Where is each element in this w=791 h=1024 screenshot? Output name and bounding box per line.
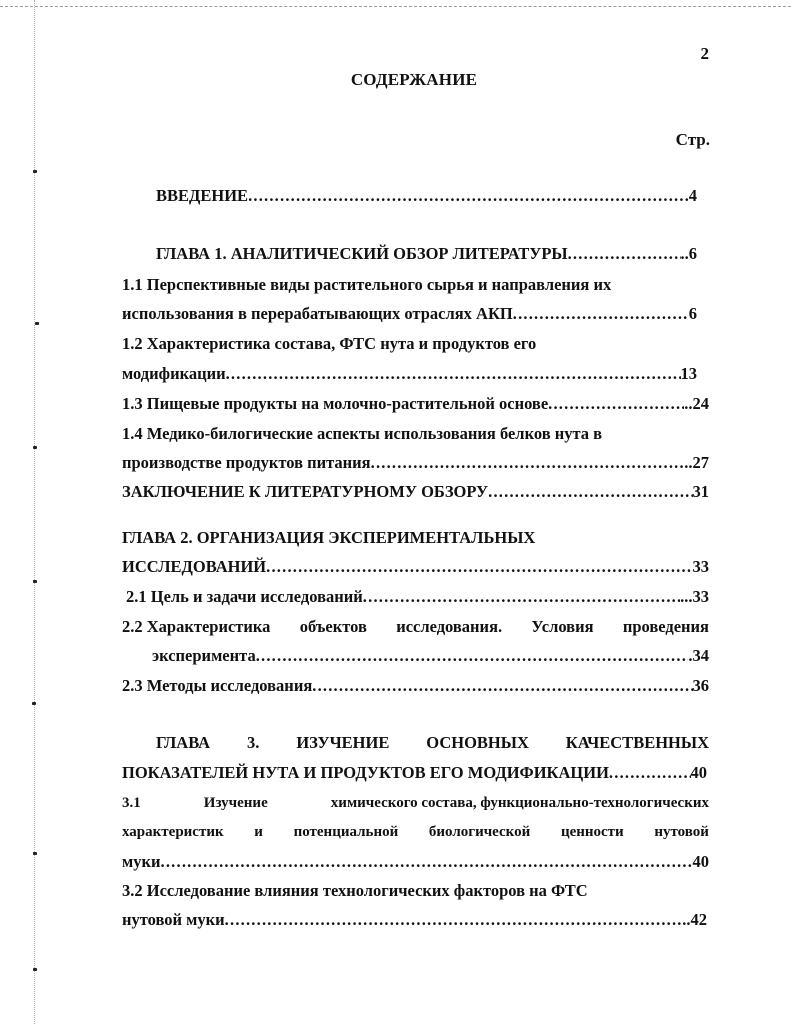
toc-entry-text: ВВЕДЕНИЕ	[156, 186, 249, 205]
toc-word: Изучение	[203, 795, 268, 811]
toc-word: ОСНОВНЫХ	[426, 733, 529, 752]
toc-word: 3.1	[122, 795, 141, 811]
toc-word: биологической	[428, 824, 531, 840]
leader-dots	[568, 244, 681, 264]
toc-word: проведения	[622, 617, 709, 636]
toc-page-number: ..27	[684, 453, 709, 472]
leader-dots	[161, 852, 693, 872]
toc-entry-1-1-line1: 1.1 Перспективные виды растительного сырья и направления их	[122, 275, 612, 294]
toc-word: нутовой	[654, 824, 709, 840]
toc-page-number: 6	[688, 304, 697, 323]
toc-word: химического состава, функционально-технологических	[330, 795, 709, 811]
leader-dots	[248, 186, 689, 206]
toc-entry-chapter-1[interactable]	[156, 244, 697, 266]
toc-entry-2-2[interactable]	[152, 646, 709, 668]
toc-entry-text: 2.1 Цель и задачи исследований	[126, 587, 363, 606]
toc-entry-lit-conclusion[interactable]	[122, 482, 709, 504]
toc-page-number: 36	[692, 676, 709, 695]
toc-page-number: 13	[680, 364, 697, 383]
page-title: СОДЕРЖАНИЕ	[350, 70, 478, 89]
scan-speck	[32, 702, 36, 705]
leader-dots	[488, 482, 692, 502]
leader-dots	[609, 763, 691, 783]
toc-entry-1-4[interactable]	[122, 453, 709, 475]
toc-word: 3.	[247, 733, 260, 752]
toc-word: и	[254, 824, 263, 840]
toc-word: исследования.	[396, 617, 503, 636]
toc-entry-2-3[interactable]	[122, 676, 709, 698]
scan-speck	[33, 170, 37, 173]
toc-entry-3-1-line1	[122, 793, 709, 813]
toc-word: характеристик	[122, 824, 224, 840]
toc-entry-3-2-line1: 3.2 Исследование влияния технологических факторов на ФТС	[122, 881, 588, 900]
toc-page-number: ..42	[682, 910, 707, 929]
toc-entry-intro[interactable]	[156, 186, 697, 208]
toc-entry-1-4-line1: 1.4 Медико-билогические аспекты использования белков нута в	[122, 424, 603, 443]
toc-entry-text: ИССЛЕДОВАНИЙ	[122, 557, 267, 576]
toc-entry-text: ПОКАЗАТЕЛЕЙ НУТА И ПРОДУКТОВ ЕГО МОДИФИКАЦИИ	[122, 763, 609, 782]
leader-dots	[256, 646, 689, 666]
scan-speck	[35, 322, 39, 325]
toc-entry-text: 2.3 Методы исследования	[122, 676, 313, 695]
toc-entry-1-2[interactable]	[122, 364, 697, 386]
toc-entry-chapter-3[interactable]	[122, 763, 707, 785]
scan-speck	[33, 580, 37, 583]
toc-word: 2.2 Характеристика	[122, 617, 271, 636]
scan-margin-line	[34, 0, 35, 1024]
toc-entry-text: муки	[122, 852, 161, 871]
scan-top-edge	[0, 0, 791, 7]
toc-entry-text: производстве продуктов питания	[122, 453, 371, 472]
toc-entry-3-1-line2	[122, 822, 709, 842]
toc-page-number: 40	[690, 763, 707, 782]
toc-entry-text: эксперимента	[152, 646, 256, 665]
toc-entry-2-2-line1	[122, 617, 709, 637]
toc-entry-text: нутовой муки	[122, 910, 225, 929]
toc-word: потенциальной	[293, 824, 399, 840]
toc-entry-2-1[interactable]	[126, 587, 709, 609]
toc-entry-text: 1.3 Пищевые продукты на молочно-растительной основе	[122, 394, 549, 413]
page-column-label: Стр.	[675, 130, 710, 149]
leader-dots	[312, 676, 692, 696]
toc-word: объектов	[299, 617, 367, 636]
toc-page-number: ...33	[680, 587, 709, 606]
toc-word: ГЛАВА	[156, 733, 211, 752]
leader-dots	[226, 364, 681, 384]
scan-speck	[33, 446, 37, 449]
scan-speck	[33, 852, 37, 855]
toc-word: ИЗУЧЕНИЕ	[296, 733, 390, 752]
toc-entry-chapter-3-line1	[156, 733, 709, 753]
toc-page-number: ..6	[680, 244, 697, 263]
toc-page-number: 4	[688, 186, 697, 205]
leader-dots	[225, 910, 683, 930]
toc-entry-3-2[interactable]	[122, 910, 707, 932]
toc-word: Условия	[531, 617, 594, 636]
leader-dots	[371, 453, 685, 473]
leader-dots	[513, 304, 689, 324]
toc-entry-text: использования в перерабатывающих отраслях АКП	[122, 304, 513, 323]
toc-page-number: 31	[692, 482, 709, 501]
toc-entry-chapter-2[interactable]	[122, 557, 709, 579]
toc-entry-text: модификации	[122, 364, 226, 383]
toc-word: ценности	[560, 824, 624, 840]
leader-dots	[548, 394, 684, 414]
toc-entry-1-2-line1: 1.2 Характеристика состава, ФТС нута и продуктов его	[122, 334, 537, 353]
toc-entry-1-1[interactable]	[122, 304, 697, 326]
toc-entry-text: ЗАКЛЮЧЕНИЕ К ЛИТЕРАТУРНОМУ ОБЗОРУ	[122, 482, 489, 501]
toc-page-number: ..24	[684, 394, 709, 413]
leader-dots	[363, 587, 680, 607]
toc-word: КАЧЕСТВЕННЫХ	[565, 733, 709, 752]
page-number: 2	[700, 44, 709, 63]
toc-entry-3-1[interactable]	[122, 852, 709, 874]
toc-entry-1-3[interactable]	[122, 394, 709, 416]
toc-entry-chapter-2-line1: ГЛАВА 2. ОРГАНИЗАЦИЯ ЭКСПЕРИМЕНТАЛЬНЫХ	[122, 528, 536, 547]
toc-page-number: 40	[692, 852, 709, 871]
scan-speck	[33, 968, 37, 971]
toc-entry-text: ГЛАВА 1. АНАЛИТИЧЕСКИЙ ОБЗОР ЛИТЕРАТУРЫ	[156, 244, 568, 263]
leader-dots	[266, 557, 692, 577]
toc-page-number: .34	[688, 646, 709, 665]
toc-page-number: 33	[692, 557, 709, 576]
